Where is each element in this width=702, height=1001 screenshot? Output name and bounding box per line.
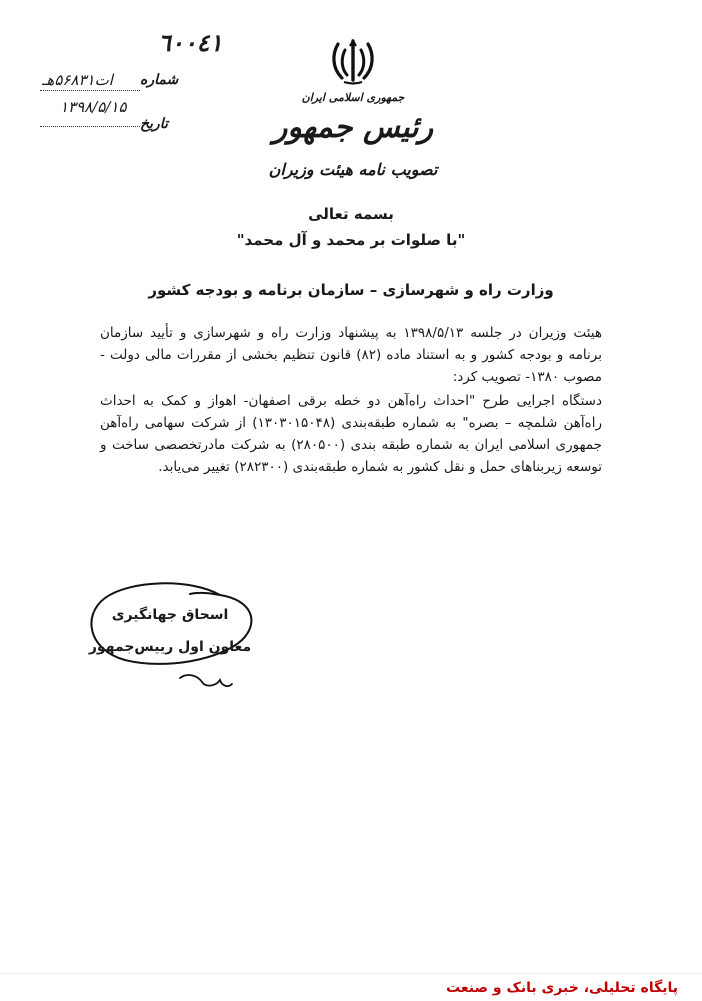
handwritten-reference-number: ٦٠٠٤١ <box>158 28 223 57</box>
number-dotted-line <box>40 90 140 91</box>
signature-scribble-icon <box>70 560 270 700</box>
reference-block <box>30 28 223 132</box>
iran-emblem-icon <box>330 38 376 86</box>
bismillah-line: بسمه تعالی <box>308 205 394 223</box>
footer-bar <box>0 973 702 1001</box>
reference-number-value: ات۵۶۸۳۱هـ <box>42 71 113 89</box>
header-subtitle: جمهوری اسلامی ایران <box>301 91 405 104</box>
body-paragraph: دستگاه اجرایی طرح "احداث راه‌آهن دو خطه برقی اصفهان- اهواز و کمک به احداث راه‌آهن شلمچه – بصره" به شماره طبقه‌بندی (۱۳۰۳۰۱۵۰۴۸) از شرکت سهامی راه‌آهن جمهوری اسلامی ایران به شماره طبقه بندی (۲۸۰۵۰۰) به شرکت مادرتخصصی ساخت و توسعه زیربناهای حمل و نقل کشور به شماره طبقه‌بندی (۲۸۲۳۰۰) تغییر می‌یابد. <box>100 393 603 475</box>
reference-number-label: شماره <box>140 72 179 88</box>
reference-date-label: تاریخ <box>140 116 168 132</box>
header-office: تصویب نامه هیئت وزیران <box>268 160 438 179</box>
footer-watermark <box>438 977 686 999</box>
signatory-name: اسحاق جهانگیری <box>111 607 229 623</box>
reference-date-value: ۱۳۹۸/۵/۱۵ <box>60 98 127 116</box>
addressee-line: وزارت راه و شهرسازی – سازمان برنامه و بودجه کشور <box>148 281 554 299</box>
header-title: رئیس جمهور <box>272 110 434 145</box>
date-dotted-line <box>40 126 140 127</box>
salavat-line: "با صلوات بر محمد و آل محمد" <box>236 231 466 249</box>
letter-body <box>100 322 602 478</box>
footer-watermark-text: پایگاه تحلیلی، خبری بانک و صنعت <box>446 980 678 996</box>
body-paragraph: هیئت وزیران در جلسه ۱۳۹۸/۵/۱۳ به پیشنهاد وزارت راه و شهرسازی و تأیید سازمان برنامه و بودجه کشور و به استناد ماده (۸۲) قانون تنظیم بخشی از مقررات مالی دولت - مصوب ۱۳۸۰- تصویب کرد: <box>100 325 603 385</box>
signatory-title: معاون اول رییس‌جمهور <box>88 639 252 655</box>
